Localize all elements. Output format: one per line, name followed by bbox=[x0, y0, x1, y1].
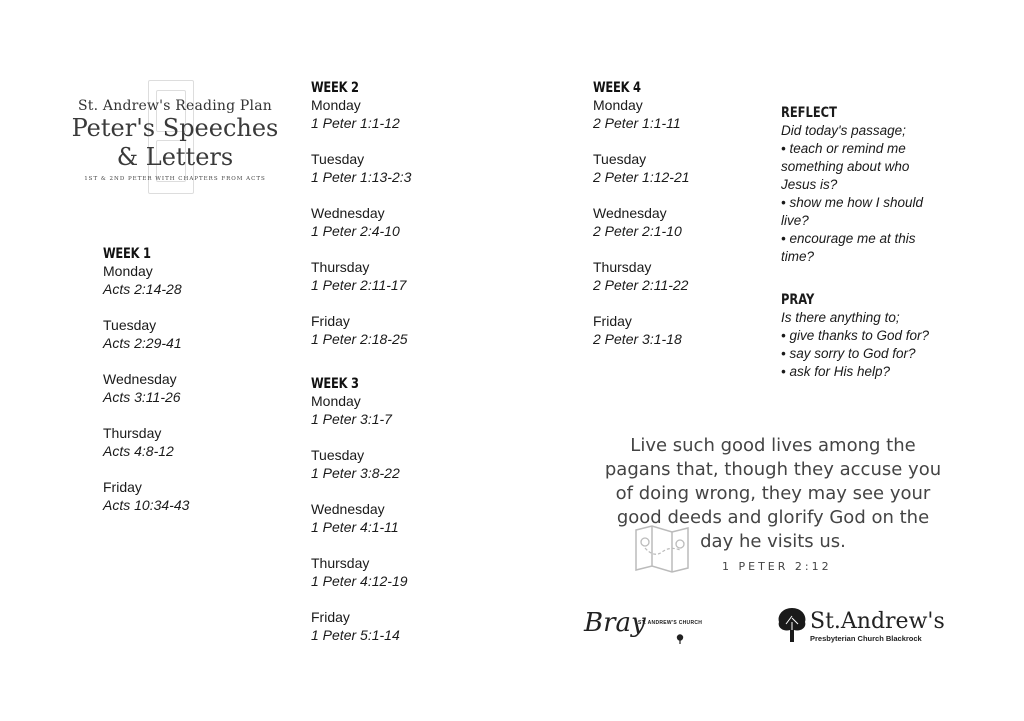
day-reading: 1 Peter 1:13-2:3 bbox=[311, 169, 412, 185]
reflect-line: Jesus is? bbox=[781, 177, 838, 192]
day-reading: 2 Peter 1:12-21 bbox=[593, 169, 690, 185]
bible-verse bbox=[590, 434, 956, 554]
reflect-line: • encourage me at this bbox=[781, 231, 916, 246]
reflect-line: • show me how I should bbox=[781, 195, 924, 210]
day-reading: 1 Peter 5:1-14 bbox=[311, 627, 400, 643]
week-3-days bbox=[311, 392, 511, 644]
day-label: Thursday bbox=[311, 555, 370, 571]
verse-reference: 1 PETER 2:12 bbox=[722, 560, 832, 573]
day-reading: 2 Peter 1:1-11 bbox=[593, 115, 681, 131]
day-reading: 1 Peter 3:1-7 bbox=[311, 411, 392, 427]
plan-name: St. Andrew's Reading Plan bbox=[78, 98, 272, 114]
week-2 bbox=[311, 80, 511, 348]
day-label: Wednesday bbox=[593, 205, 667, 221]
day-reading: 1 Peter 2:18-25 bbox=[311, 331, 408, 347]
reflect-section bbox=[781, 104, 981, 266]
day-reading: 2 Peter 2:11-22 bbox=[593, 277, 689, 293]
week-3-heading: WEEK 3 bbox=[311, 376, 359, 392]
day-reading: Acts 10:34-43 bbox=[103, 497, 190, 513]
reflect-line: • teach or remind me bbox=[781, 141, 906, 156]
verse-line: Live such good lives among the bbox=[630, 435, 916, 456]
day-reading: 1 Peter 3:8-22 bbox=[311, 465, 400, 481]
day-label: Thursday bbox=[103, 425, 162, 441]
day-label: Wednesday bbox=[311, 205, 385, 221]
day-label: Tuesday bbox=[593, 151, 647, 167]
pray-line: • say sorry to God for? bbox=[781, 346, 916, 361]
verse-line: good deeds and glorify God on the bbox=[616, 507, 930, 528]
reflect-heading: REFLECT bbox=[781, 105, 837, 121]
tree-icon bbox=[776, 606, 808, 644]
day-label: Friday bbox=[311, 609, 350, 625]
day-label: Thursday bbox=[593, 259, 652, 275]
day-label: Friday bbox=[103, 479, 142, 495]
day-label: Tuesday bbox=[311, 151, 365, 167]
bray-logo bbox=[584, 608, 704, 648]
day-label: Tuesday bbox=[103, 317, 157, 333]
reflect-line: something about who bbox=[781, 159, 910, 174]
pray-section bbox=[781, 291, 981, 381]
day-reading: 1 Peter 4:12-19 bbox=[311, 573, 408, 589]
standrews-logo bbox=[776, 606, 966, 646]
day-reading: 2 Peter 3:1-18 bbox=[593, 331, 682, 347]
week-2-days bbox=[311, 96, 511, 348]
day-reading: Acts 3:11-26 bbox=[103, 389, 181, 405]
day-label: Wednesday bbox=[311, 501, 385, 517]
day-label: Monday bbox=[311, 393, 361, 409]
reading-plan-header bbox=[70, 98, 280, 182]
bray-script: Bray bbox=[584, 608, 646, 638]
standrews-name: St.Andrew's bbox=[810, 609, 945, 634]
day-label: Friday bbox=[593, 313, 632, 329]
day-label: Monday bbox=[103, 263, 153, 279]
reflect-line: Did today's passage; bbox=[781, 123, 906, 138]
week-4-days bbox=[593, 96, 773, 348]
day-reading: 1 Peter 2:11-17 bbox=[311, 277, 407, 293]
day-reading: 2 Peter 2:1-10 bbox=[593, 223, 682, 239]
day-label: Tuesday bbox=[311, 447, 365, 463]
week-2-heading: WEEK 2 bbox=[311, 80, 359, 96]
pray-line: Is there anything to; bbox=[781, 310, 900, 325]
reflect-line: live? bbox=[781, 213, 809, 228]
plan-title-line2: & Letters bbox=[116, 143, 234, 171]
plan-title-line1: Peter's Speeches bbox=[71, 114, 279, 142]
day-reading: 1 Peter 1:1-12 bbox=[311, 115, 400, 131]
verse-line: day he visits us. bbox=[700, 531, 846, 552]
day-label: Thursday bbox=[311, 259, 370, 275]
week-4 bbox=[593, 80, 773, 348]
plan-subtitle: 1ST & 2ND PETER WITH CHAPTERS FROM ACTS bbox=[84, 176, 266, 182]
pray-heading: PRAY bbox=[781, 292, 815, 308]
day-reading: Acts 4:8-12 bbox=[103, 443, 174, 459]
week-1 bbox=[103, 246, 283, 514]
week-3 bbox=[311, 376, 511, 644]
bray-subtitle: ST. ANDREW'S CHURCH bbox=[638, 620, 703, 626]
day-label: Wednesday bbox=[103, 371, 177, 387]
week-1-heading: WEEK 1 bbox=[103, 246, 151, 262]
day-label: Friday bbox=[311, 313, 350, 329]
day-reading: Acts 2:14-28 bbox=[103, 281, 182, 297]
week-1-days bbox=[103, 262, 283, 514]
week-4-heading: WEEK 4 bbox=[593, 80, 641, 96]
tree-icon bbox=[676, 634, 684, 644]
verse-line: of doing wrong, they may see your bbox=[615, 483, 931, 504]
standrews-subtitle: Presbyterian Church Blackrock bbox=[810, 634, 922, 643]
day-label: Monday bbox=[593, 97, 643, 113]
verse-line: pagans that, though they accuse you bbox=[604, 459, 942, 480]
day-label: Monday bbox=[311, 97, 361, 113]
day-reading: 1 Peter 4:1-11 bbox=[311, 519, 399, 535]
day-reading: 1 Peter 2:4-10 bbox=[311, 223, 400, 239]
pray-line: • ask for His help? bbox=[781, 364, 891, 379]
reflect-line: time? bbox=[781, 249, 815, 264]
pray-line: • give thanks to God for? bbox=[781, 328, 930, 343]
day-reading: Acts 2:29-41 bbox=[103, 335, 182, 351]
